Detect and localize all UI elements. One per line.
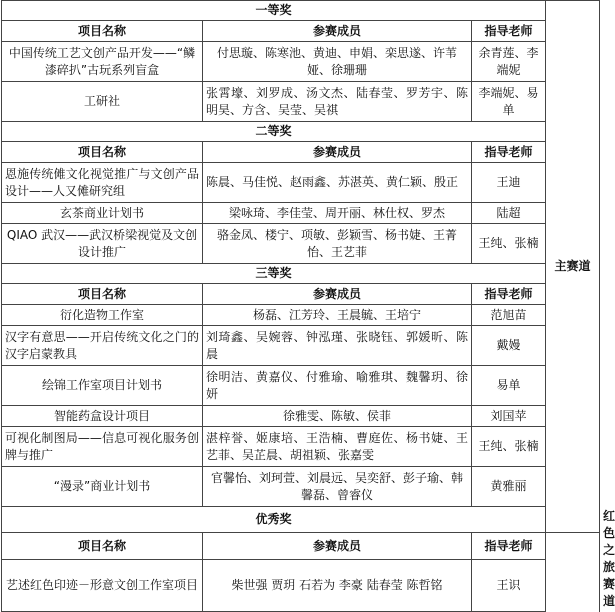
table-row (2, 82, 600, 122)
project-name: 中国传统工艺文创产品开发——“鳞漆碎扒”古玩系列盲盒 (2, 42, 203, 82)
members: 徐明洁、黄嘉仪、付雅瑜、喻雅琪、魏馨玥、徐妍 (203, 366, 472, 406)
col-header-advisor: 指导老师 (472, 21, 546, 42)
project-name: 工研社 (2, 82, 203, 122)
section-title: 优秀奖 (2, 507, 546, 533)
advisor: 范旭苗 (472, 305, 546, 326)
table-row (2, 163, 600, 203)
advisor: 余青莲、李端妮 (472, 42, 546, 82)
advisor: 黄雅丽 (472, 467, 546, 507)
col-header-members: 参赛成员 (203, 284, 472, 305)
project-name: 绘锦工作室项目计划书 (2, 366, 203, 406)
section-title: 二等奖 (2, 122, 546, 142)
project-name: 可视化制图局——信息可视化服务创牌与推广 (2, 427, 203, 467)
table-row (2, 406, 600, 427)
table-row (2, 366, 600, 406)
advisor: 王纯、张楠 (472, 224, 546, 264)
advisor: 李端妮、易单 (472, 82, 546, 122)
col-header-advisor: 指导老师 (472, 284, 546, 305)
table-row (2, 326, 600, 366)
col-header-advisor: 指导老师 (472, 532, 546, 559)
members: 湛梓誉、姬康培、王浩楠、曹庭佐、杨书婕、王艺菲、吴芷晨、胡祖颖、张嘉雯 (203, 427, 472, 467)
advisor: 戴嫚 (472, 326, 546, 366)
table-row (2, 203, 600, 224)
advisor: 刘国苹 (472, 406, 546, 427)
awards-table: 一等奖 主赛道 项目名称 参赛成员 指导老师 中国传统工艺文创产品开发——“鳞漆碎扒”古玩系列盲盒 付思璇、陈寒池、黄迪、申娟、栾思遂、许苇娅、徐珊珊 余青莲、李端妮 工研社 张霄壕、刘罗成、汤文杰、陆春莹、罗芳宇、陈明昊、方含、吴莹、吴祺 李端妮、易单 二等奖 项目名称 参赛成员 指导老师 恩施传统傩文化视觉推广与文创产品设计——人又傩研究组 陈晨、马佳悦、赵雨鑫、苏湛英、黄仁颖、殷正 王迪 玄茶商业计划书 梁咏琦、李佳莹、周开丽、林仕权、罗杰 陆超 QIAO 武汉——武汉桥梁视觉及文创设计推广 骆金凤、楼宁、项敏、彭颖雪、杨书婕、王菁怡、王艺菲 王纯、张楠 三等奖 项目名称 参赛成员 指导老师 衍化造物工作室 杨磊、江芳玲、王晨毓、王培宁 范旭苗 汉字有意思——开启传统文化之门的汉字启蒙教具 刘琦鑫、吴婉蓉、钟泓瑾、张晓钰、郭媛昕、陈晨 戴嫚 绘锦工作室项目计划书 徐明洁、黄嘉仪、付雅瑜、喻雅琪、魏馨玥、徐妍 易单 智能药盒设计项目 徐雅雯、陈敏、侯菲 刘国苹 可视化制图局——信息可视化服务创牌与推广 湛梓誉、姬康培、王浩楠、曹庭佐、杨书婕、王艺菲、吴芷晨、胡祖颖、张嘉雯 王纯、张楠 “漫录”商业计划书 官馨怡、刘珂萱、刘晨远、吴奕舒、彭子瑜、韩馨磊、曾睿仪 黄雅丽 优秀奖 红色之旅赛道 项目名称 参赛成员 指导老师 艺述红色印迹－形意文创工作室项目 柴世强 贾玥 石若为 李豪 陆春莹 陈哲铭 王识 (1, 0, 600, 612)
table-row (2, 560, 600, 612)
members: 刘琦鑫、吴婉蓉、钟泓瑾、张晓钰、郭媛昕、陈晨 (203, 326, 472, 366)
advisor: 陆超 (472, 203, 546, 224)
project-name: QIAO 武汉——武汉桥梁视觉及文创设计推广 (2, 224, 203, 264)
project-name: 智能药盒设计项目 (2, 406, 203, 427)
advisor: 易单 (472, 366, 546, 406)
table-row (2, 42, 600, 82)
members: 徐雅雯、陈敏、侯菲 (203, 406, 472, 427)
members: 付思璇、陈寒池、黄迪、申娟、栾思遂、许苇娅、徐珊珊 (203, 42, 472, 82)
members: 陈晨、马佳悦、赵雨鑫、苏湛英、黄仁颖、殷正 (203, 163, 472, 203)
members: 骆金凤、楼宁、项敏、彭颖雪、杨书婕、王菁怡、王艺菲 (203, 224, 472, 264)
project-name: 玄茶商业计划书 (2, 203, 203, 224)
section-title: 三等奖 (2, 264, 546, 284)
col-header-members: 参赛成员 (203, 21, 472, 42)
table-row (2, 305, 600, 326)
advisor: 王纯、张楠 (472, 427, 546, 467)
table-row (2, 224, 600, 264)
advisor: 王识 (472, 560, 546, 612)
col-header-project: 项目名称 (2, 21, 203, 42)
project-name: 汉字有意思——开启传统文化之门的汉字启蒙教具 (2, 326, 203, 366)
col-header-members: 参赛成员 (203, 142, 472, 163)
col-header-advisor: 指导老师 (472, 142, 546, 163)
advisor: 王迪 (472, 163, 546, 203)
track-label-main: 主赛道 (546, 1, 600, 533)
col-header-project: 项目名称 (2, 532, 203, 559)
col-header-members: 参赛成员 (203, 532, 472, 559)
section-title: 一等奖 (2, 1, 546, 21)
members: 梁咏琦、李佳莹、周开丽、林仕权、罗杰 (203, 203, 472, 224)
col-header-project: 项目名称 (2, 284, 203, 305)
project-name: 衍化造物工作室 (2, 305, 203, 326)
table-row (2, 427, 600, 467)
members: 张霄壕、刘罗成、汤文杰、陆春莹、罗芳宇、陈明昊、方含、吴莹、吴祺 (203, 82, 472, 122)
project-name: “漫录”商业计划书 (2, 467, 203, 507)
project-name: 艺述红色印迹－形意文创工作室项目 (2, 560, 203, 612)
members: 官馨怡、刘珂萱、刘晨远、吴奕舒、彭子瑜、韩馨磊、曾睿仪 (203, 467, 472, 507)
col-header-project: 项目名称 (2, 142, 203, 163)
members: 杨磊、江芳玲、王晨毓、王培宁 (203, 305, 472, 326)
project-name: 恩施传统傩文化视觉推广与文创产品设计——人又傩研究组 (2, 163, 203, 203)
table-row (2, 467, 600, 507)
members: 柴世强 贾玥 石若为 李豪 陆春莹 陈哲铭 (203, 560, 472, 612)
